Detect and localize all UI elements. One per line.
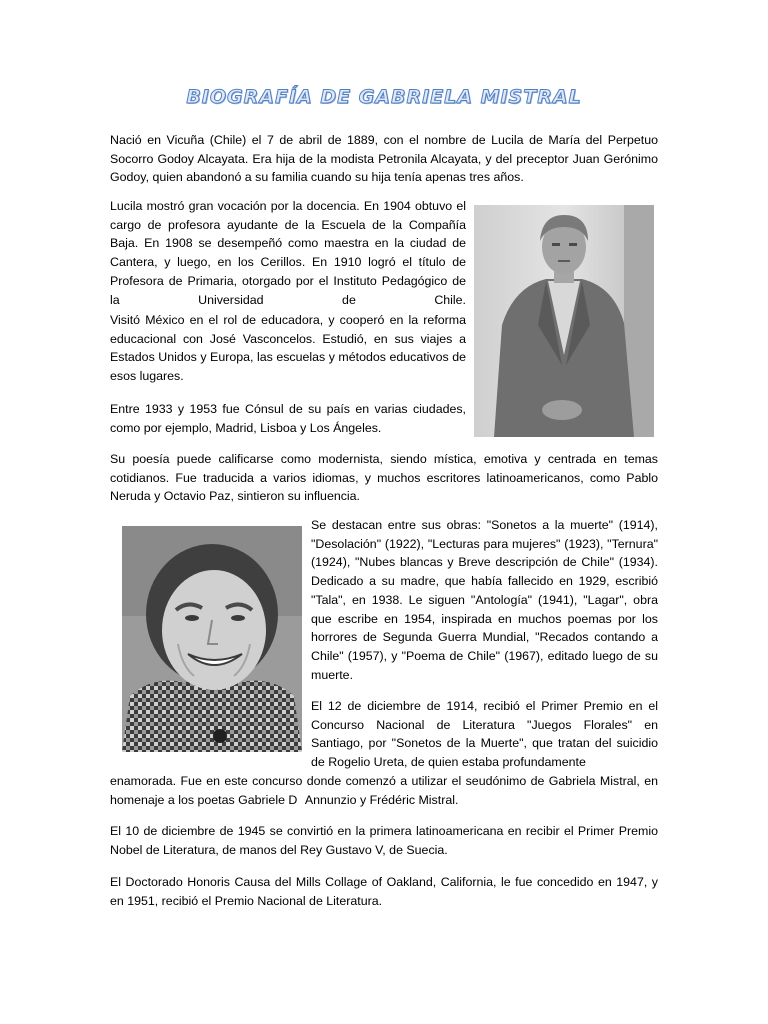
paragraph-poetry: Su poesía puede calificarse como modernista, siendo mística, emotiva y centrada en temas cotidianos. Fue traducida a varios idiomas, y muchos escritores latinoamericanos, como Pablo Neruda y Octavio Paz, sintieron su influencia. [110, 452, 658, 504]
paragraph-consul: Entre 1933 y 1953 fue Cónsul de su país en varias ciudades, como por ejemplo, Madrid, Lisboa y Los Ángeles. [110, 402, 466, 435]
paragraph-mexico: Visitó México en el rol de educadora, y cooperó en la reforma educacional con José Vasconcelos. Estudió, en sus viajes a Estados Unidos y Europa, las escuelas y métodos educativos de esos lugares. [110, 313, 466, 384]
paragraph-nobel: El 10 de diciembre de 1945 se convirtió en la primera latinoamericana en recibir el Primer Premio Nobel de Literatura, de manos del Rey Gustavo V, de Suecia. [110, 824, 658, 857]
paragraph-pseudonym: enamorada. Fue en este concurso donde comenzó a utilizar el seudónimo de Gabriela Mistral, en homenaje a los poetas Gabriele DAnnunzio y Frédéric Mistral. [110, 774, 658, 807]
paragraph-award-1914: El 12 de diciembre de 1914, recibió el Primer Premio en el Concurso Nacional de Literatura "Juegos Florales" en Santiago, por "Sonetos de la Muerte", que tratan del suicidio de Rogelio Ureta, de quien estaba profundamente [311, 699, 658, 770]
paragraph-birth: Nació en Vicuña (Chile) el 7 de abril de 1889, con el nombre de Lucila de María del Perpetuo Socorro Godoy Alcayata. Era hija de la modista Petronila Alcayata, y del preceptor Juan Gerónimo Godoy, quien abandonó a su familia cuando su hija tenía apenas tres años. [110, 133, 658, 185]
portrait-standing-image [474, 205, 654, 437]
page-title: BIOGRAFÍA DE GABRIELA MISTRAL [186, 86, 582, 108]
portrait-photo-smiling [122, 526, 302, 752]
portrait-smiling-image [122, 526, 302, 752]
portrait-photo-standing [474, 205, 654, 437]
paragraph-works: Se destacan entre sus obras: "Sonetos a la muerte" (1914), "Desolación" (1922), "Lecturas para mujeres" (1923), "Ternura" (1924), "Nubes blancas y Breve descripción de Chile" (1934). Dedicado a su madre, que había fallecido en 1929, escribió "Tala", en 1938. Le siguen "Antología" (1941), "Lagar", obra que escribe en 1954, inspirada en muchos poemas por los horrores de Segunda Guerra Mundial, "Recados contando a Chile" (1957), y "Poema de Chile" (1967), editado luego de su muerte. [311, 518, 658, 682]
paragraph-teaching: Lucila mostró gran vocación por la docencia. En 1904 obtuvo el cargo de profesora ayudante de la Escuela de la Compañía Baja. En 1908 se desempeñó como maestra en la ciudad de Cantera, y luego, en los Cerillos. En 1910 logró el título de Profesora de Primaria, otorgado por el Instituto Pedagógico de la Universidad de Chile. [110, 199, 466, 307]
paragraph-honoris-causa: El Doctorado Honoris Causa del Mills Collage of Oakland, California, le fue concedido en 1947, y en 1951, recibió el Premio Nacional de Literatura. [110, 875, 658, 908]
